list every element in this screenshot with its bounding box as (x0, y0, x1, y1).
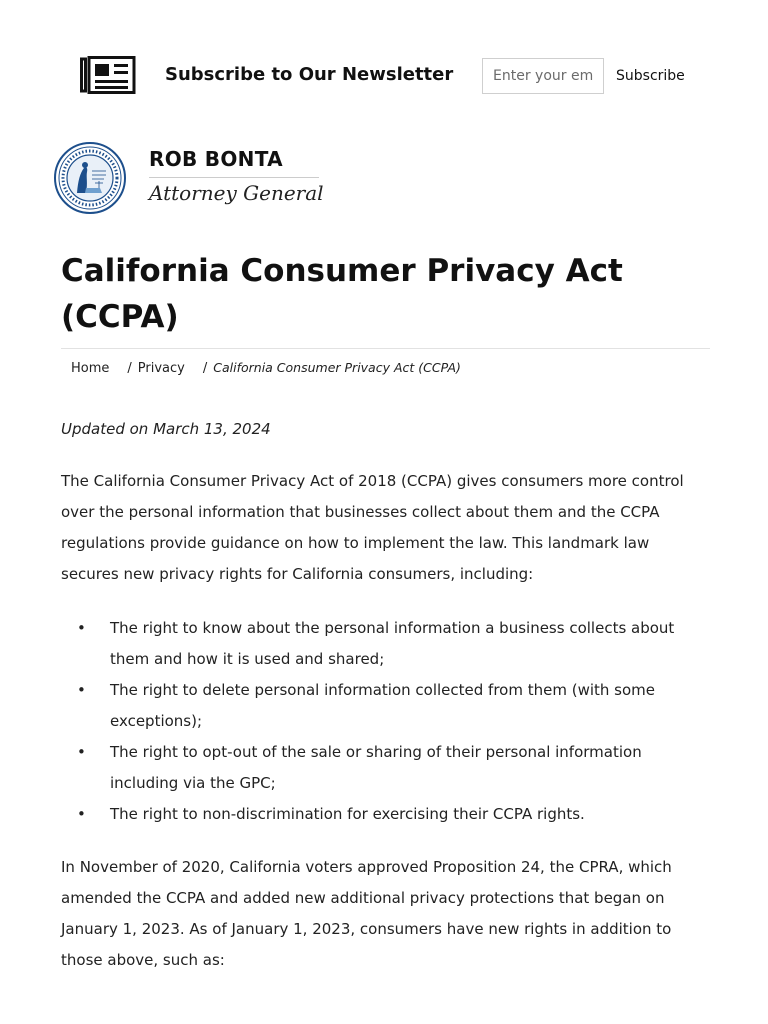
attorney-general-name[interactable]: ROB BONTA (149, 147, 283, 171)
brand-divider (149, 177, 319, 178)
page-title: California Consumer Privacy Act (CCPA) (61, 253, 623, 335)
list-item-text: The right to know about the personal information a business collects about them and how it is used and shared; (110, 619, 675, 668)
breadcrumb-separator: / (127, 361, 132, 376)
bullet-icon: • (77, 743, 86, 761)
breadcrumb-home-link[interactable]: Home (71, 361, 110, 376)
breadcrumb (71, 360, 461, 376)
newsletter-title: Subscribe to Our Newsletter (165, 64, 454, 85)
attorney-general-title: Attorney General (149, 181, 324, 205)
list-item-text: The right to delete personal information collected from them (with some exceptions); (110, 681, 655, 730)
bullet-icon: • (77, 681, 86, 699)
breadcrumb-current-page: California Consumer Privacy Act (CCPA) (213, 360, 461, 375)
ca-doj-seal-icon[interactable] (52, 141, 128, 215)
intro-paragraph: The California Consumer Privacy Act of 2018 (CCPA) gives consumers more control over the personal information that businesses collect about them and the CCPA regulations provide guidance on how to implement the law. This landmark law secures new privacy rights for California consumers, including: (61, 472, 684, 583)
title-divider (61, 348, 710, 349)
newsletter-email-input[interactable] (482, 58, 604, 94)
breadcrumb-separator: / (202, 361, 208, 376)
list-item (61, 675, 701, 737)
list-item (61, 613, 701, 675)
breadcrumb-privacy-link[interactable]: Privacy (137, 361, 185, 376)
list-item (61, 737, 701, 799)
brand-header (52, 141, 452, 215)
bullet-icon: • (77, 805, 86, 823)
list-item (61, 799, 701, 830)
article-content (61, 414, 701, 976)
bullet-icon: • (77, 619, 86, 637)
newspaper-icon (80, 56, 136, 94)
list-item-text: The right to non-discrimination for exercising their CCPA rights. (110, 805, 585, 823)
cpra-paragraph: In November of 2020, California voters approved Proposition 24, the CPRA, which amended the CCPA and added new additional privacy protections that began on January 1, 2023. As of January 1, 2023, consumers have new rights in addition to those above, such as: (61, 858, 672, 969)
rights-list (61, 613, 701, 830)
list-item-text: The right to opt-out of the sale or sharing of their personal information including via the GPC; (110, 743, 642, 792)
updated-date: Updated on March 13, 2024 (61, 420, 271, 438)
newsletter-bar (80, 56, 700, 96)
subscribe-button[interactable]: Subscribe (608, 58, 693, 94)
